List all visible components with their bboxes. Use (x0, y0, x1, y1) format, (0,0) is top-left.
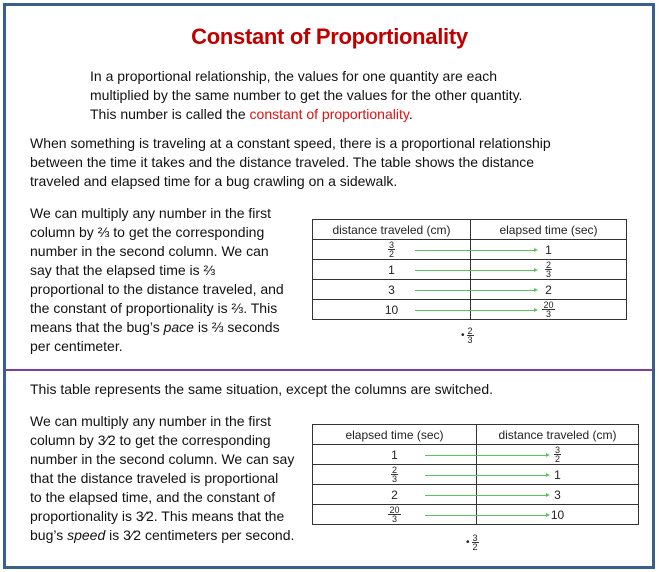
table-row (313, 465, 639, 485)
text: to get the corresponding (115, 432, 271, 448)
denominator: 3 (545, 309, 551, 319)
cell-value: 1 (554, 467, 561, 482)
left-cell (313, 260, 471, 280)
table-row (313, 280, 627, 300)
fraction: 3⁄2 (97, 432, 116, 448)
text: . This means that the (153, 508, 285, 524)
table-row (313, 240, 627, 260)
explanation-line: We can multiply any number in the first (30, 205, 271, 221)
table-row (313, 505, 639, 525)
column-header: elapsed time (sec) (471, 220, 627, 240)
left-cell (313, 300, 471, 320)
cell-value: 2 (545, 282, 552, 297)
explanation-line: the constant of proportionality is ⅔. This (30, 300, 278, 316)
cell-value: 1 (391, 447, 398, 462)
explanation-line: say that the elapsed time is ⅔ (30, 262, 216, 278)
column-header: distance traveled (cm) (313, 220, 471, 240)
table-row (313, 300, 627, 320)
arrow-right-icon (415, 250, 535, 251)
denominator: 2 (472, 542, 478, 552)
text: proportionality is (30, 508, 136, 524)
section-divider (6, 369, 653, 371)
distance-time-table (312, 219, 627, 320)
explanation-line: column by ⅔ to get the corresponding (30, 224, 265, 240)
text: centimeters per second. (141, 527, 295, 543)
left-cell (313, 505, 477, 525)
table-header-row (313, 425, 639, 445)
explanation-line (30, 318, 300, 337)
left-cell (313, 240, 471, 260)
fraction: 3⁄2 (135, 508, 154, 524)
page-title: Constant of Proportionality (191, 24, 468, 49)
fraction (388, 506, 400, 523)
table-row (313, 445, 639, 465)
explanation-line (30, 507, 305, 526)
table-header-row (313, 220, 627, 240)
paragraph-line: traveled and elapsed time for a bug crawling on a sidewalk. (30, 173, 398, 189)
speed-explanation (30, 412, 305, 545)
numerator: 20 (543, 300, 554, 310)
highlighted-term: constant of proportionality (249, 106, 409, 122)
intro-text: This number is called the (90, 106, 250, 122)
column-header: distance traveled (cm) (477, 425, 639, 445)
explanation-line: that the distance traveled is proportional (30, 470, 279, 486)
denominator: 3 (467, 335, 473, 345)
arrow-right-icon (425, 455, 547, 456)
left-cell (313, 485, 477, 505)
arrow-right-icon (415, 290, 535, 291)
denominator: 3 (391, 514, 397, 524)
explanation-line: We can multiply any number in the first (30, 413, 271, 429)
left-cell (313, 280, 471, 300)
fraction (388, 241, 395, 258)
left-cell (313, 445, 477, 465)
arrow-right-icon (415, 270, 535, 271)
italic-term: speed (67, 527, 106, 543)
denominator: 2 (388, 249, 394, 259)
table-row (313, 260, 627, 280)
time-distance-table (312, 424, 639, 525)
multiply-dot-icon: • (461, 330, 465, 341)
cell-value: 2 (391, 487, 398, 502)
arrow-right-icon (425, 495, 547, 496)
multiplier-label (461, 327, 474, 344)
fraction (391, 466, 398, 483)
arrow-right-icon (425, 515, 547, 516)
left-cell (313, 465, 477, 485)
intro-line: In a proportional relationship, the values for one quantity are each (90, 68, 498, 84)
paragraph-line: between the time it takes and the distance traveled. The table shows the distance (30, 154, 535, 170)
denominator: 2 (554, 454, 560, 464)
speed-paragraph (30, 134, 620, 191)
multiplier-label (466, 534, 479, 551)
fraction (545, 261, 552, 278)
paragraph-line: When something is traveling at a constant speed, there is a proportional relationship (30, 135, 551, 151)
explanation-line: to the elapsed time, and the constant of (30, 489, 276, 505)
fraction (554, 446, 561, 463)
numerator: 3 (554, 445, 560, 455)
numerator: 20 (389, 505, 400, 515)
multiplier-fraction (472, 534, 479, 551)
denominator: 3 (545, 269, 551, 279)
denominator: 3 (391, 474, 397, 484)
multiply-dot-icon: • (466, 537, 470, 548)
text: means that the bug’s (30, 319, 164, 335)
fraction: 3⁄2 (123, 527, 142, 543)
cell-value: 3 (554, 487, 561, 502)
numerator: 2 (545, 260, 551, 270)
text: bug’s (30, 527, 68, 543)
numerator: 3 (472, 533, 478, 543)
cell-value: 3 (388, 282, 395, 297)
text: is ⅔ seconds (193, 319, 280, 335)
intro-line: multiplied by the same number to get the values for the other quantity. (90, 87, 523, 103)
fraction (542, 301, 554, 318)
pace-explanation (30, 204, 300, 356)
text: column by (30, 432, 98, 448)
explanation-line: number in the second column. We can (30, 243, 269, 259)
column-header: elapsed time (sec) (313, 425, 477, 445)
intro-line (90, 105, 570, 124)
numerator: 2 (391, 465, 397, 475)
cell-value: 10 (550, 507, 565, 522)
explanation-line: per centimeter. (30, 338, 123, 354)
explanation-line: proportional to the distance traveled, and (30, 281, 284, 297)
cell-value: 1 (388, 262, 395, 277)
explanation-line: number in the second column. We can say (30, 451, 295, 467)
cell-value: 10 (384, 302, 399, 317)
text: is (105, 527, 124, 543)
explanation-line (30, 526, 305, 545)
table-row (313, 485, 639, 505)
switched-paragraph: This table represents the same situation, except the columns are switched. (30, 381, 494, 397)
arrow-right-icon (415, 310, 535, 311)
numerator: 3 (388, 240, 394, 250)
multiplier-fraction (467, 327, 474, 344)
explanation-line (30, 431, 305, 450)
cell-value: 1 (545, 242, 552, 257)
intro-text: . (408, 106, 413, 122)
italic-term: pace (163, 319, 194, 335)
numerator: 2 (467, 326, 473, 336)
arrow-right-icon (425, 475, 547, 476)
intro-paragraph (90, 67, 570, 124)
